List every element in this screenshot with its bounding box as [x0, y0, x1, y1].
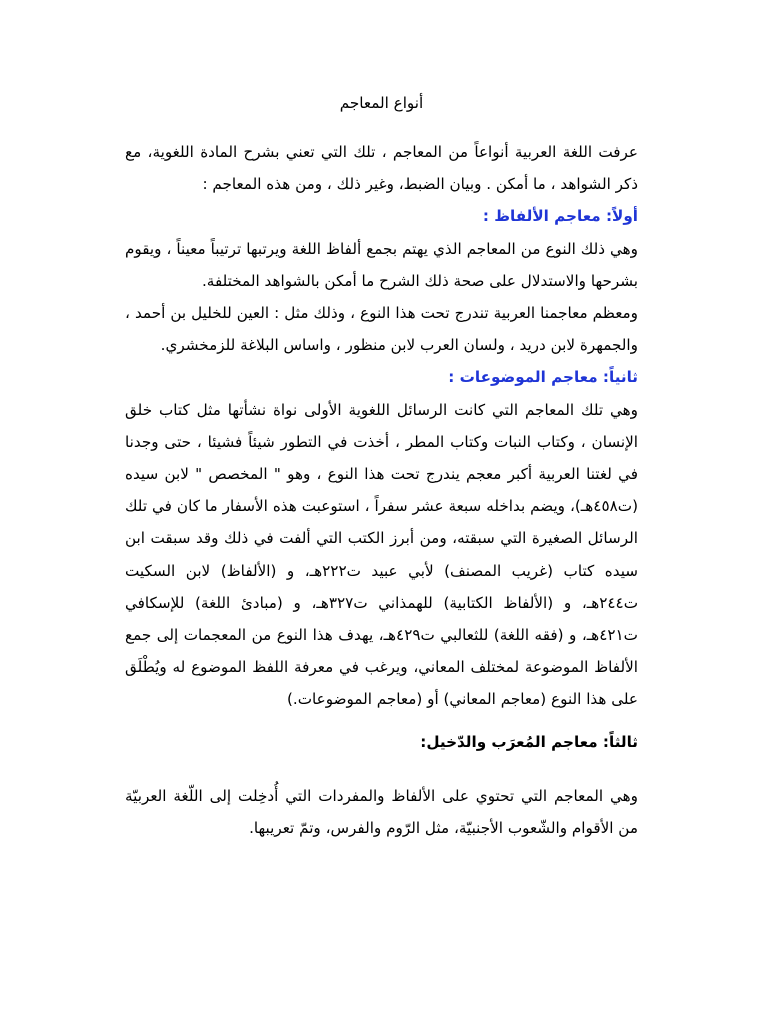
section1-paragraph-2: ومعظم معاجمنا العربية تندرج تحت هذا النوع ، وذلك مثل : العين للخليل بن أحمد ، والجمهرة لابن دريد ، ولسان العرب لابن منظور ، واساس البلاغة للزمخشري. — [125, 304, 638, 355]
document-title: أنواع المعاجم — [339, 94, 424, 112]
document-page — [125, 92, 638, 844]
spacer — [125, 758, 638, 780]
section2-heading: ثانياً: معاجم الموضوعات : — [448, 368, 638, 387]
section3-paragraph-1: وهي المعاجم التي تحتوي على الألفاظ والمفردات التي أُدخِلت إلى اللّغة العربيّة من الأقوام والشّعوب الأجنبيّة، مثل الرّوم والفرس، وتمّ تعريبها. — [125, 786, 638, 838]
section3-heading: ثالثاً: معاجم المُعرَب والدّخيل: — [420, 732, 638, 751]
section1-heading: أولاً: معاجم الألفاظ : — [482, 207, 638, 226]
section1-paragraph-1: وهي ذلك النوع من المعاجم الذي يهتم بجمع ألفاظ اللغة ويرتبها ترتيباً معيناً ، ويقوم بشرحها والاستدلال على صحة ذلك الشرح ما أمكن بالشواهد المختلفة. — [125, 239, 638, 290]
intro-paragraph: عرفت اللغة العربية أنواعاً من المعاجم ، تلك التي تعني بشرح المادة اللغوية، مع ذكر الشواهد ، ما أمكن . وبيان الضبط، وغير ذلك ، ومن هذه المعاجم : — [125, 143, 638, 194]
spacer — [125, 716, 638, 726]
section2-paragraph-1: وهي تلك المعاجم التي كانت الرسائل اللغوية الأولى نواة نشأتها مثل كتاب خلق الإنسان ، وكتاب النبات وكتاب المطر ، أخذت في التطور شيئاً فشيئا ، حتى وجدنا في لغتنا العربية أكبر معجم يندرج تحت هذا النوع ، وهو " المخصص " لابن سيده (ت٤٥٨هـ)، ويضم بداخله سبعة عشر سفراً ، استوعبت هذه الأسفار ما كان في تلك الرسائل الصغيرة التي سبقته، ومن أبرز الكتب التي ألفت في ذلك وقد سبقت ابن سيده كتاب (غريب المصنف) لأبي عبيد ت٢٢٢هـ، و (الألفاظ) لابن السكيت ت٢٤٤هـ، و (الألفاظ الكتابية) للهمذاني ت٣٢٧هـ، و (مبادئ اللغة) للإسكافي ت٤٢١هـ، و (فقه اللغة) للثعالبي ت٤٢٩هـ، يهدف هذا النوع من المعجمات إلى جمع الألفاظ الموضوعة لمختلف المعاني، ويرغب في معرفة اللفظ الموضوع له ويُطْلَق على هذا النوع (معاجم المعاني) أو (معاجم الموضوعات.) — [125, 400, 639, 709]
